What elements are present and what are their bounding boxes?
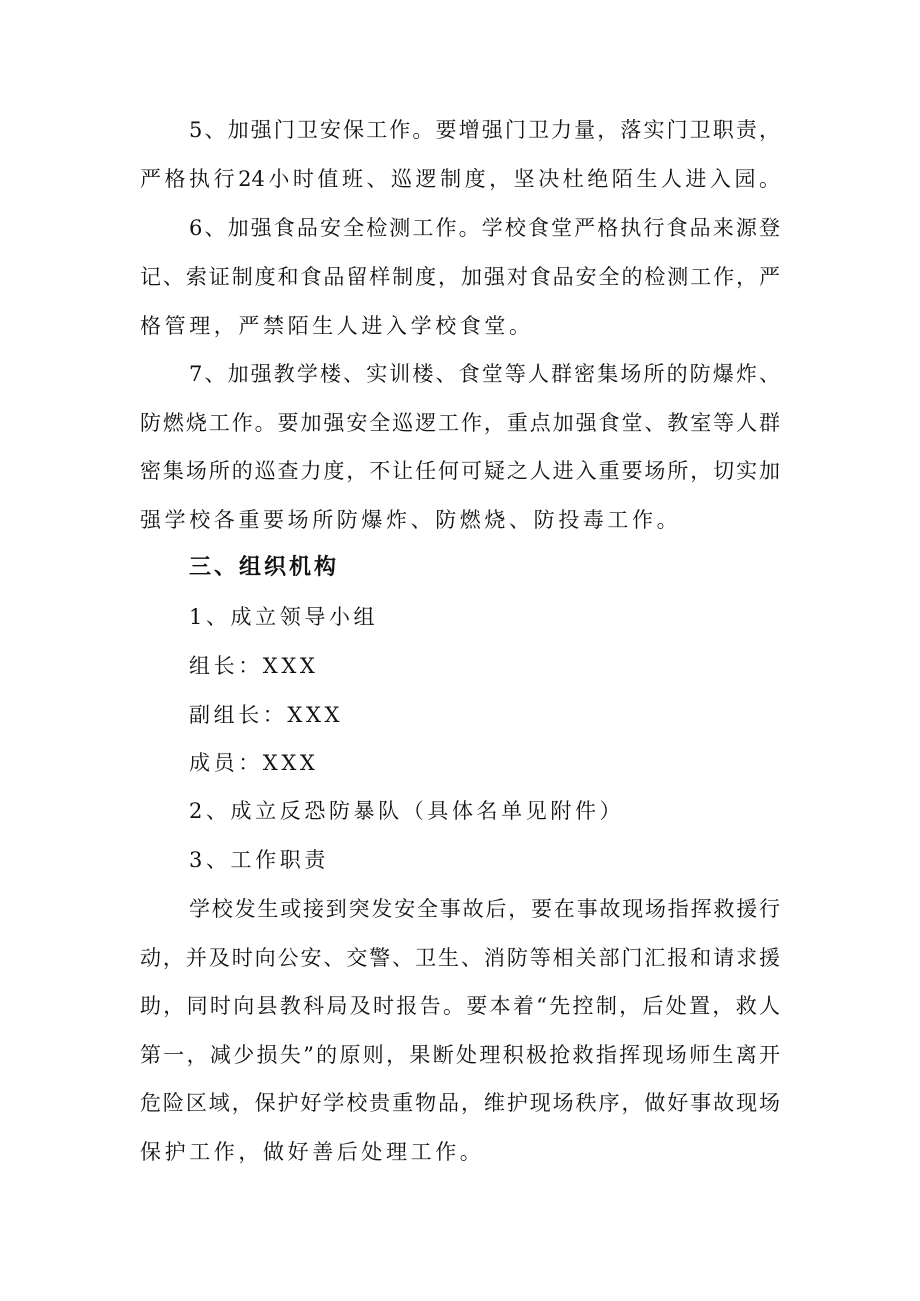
- paragraph-5-line-2: 严格执行24小时值班、巡逻制度，坚决杜绝陌生人进入园。: [140, 167, 780, 191]
- paragraph-5-line-1: 5、加强门卫安保工作。要增强门卫力量，落实门卫职责，: [189, 118, 780, 142]
- duties-line-6: 保护工作，做好善后处理工作。: [140, 1140, 485, 1164]
- duties-line-4: 第一，减少损失”的原则，果断处理积极抢救指挥现场师生离开: [140, 1043, 780, 1067]
- duties-line-3: 助，同时向县教科局及时报告。要本着“先控制，后处置，救人: [140, 994, 780, 1018]
- section-heading: 三、组织机构: [189, 555, 340, 580]
- item-leadership-group: 1、成立领导小组: [189, 605, 379, 629]
- duties-line-2: 动，并及时向公安、交警、卫生、消防等相关部门汇报和请求援: [140, 946, 780, 970]
- item-duties-title: 3、工作职责: [189, 848, 329, 872]
- paragraph-7-line-2: 防燃烧工作。要加强安全巡逻工作，重点加强食堂、教室等人群: [140, 411, 780, 435]
- paragraph-6-line-1: 6、加强食品安全检测工作。学校食堂严格执行食品来源登: [189, 216, 780, 240]
- paragraph-7-line-1: 7、加强教学楼、实训楼、食堂等人群密集场所的防爆炸、: [189, 362, 780, 386]
- item-anti-terror-team: 2、成立反恐防暴队（具体名单见附件）: [189, 799, 625, 823]
- item-deputy-leader: 副组长：XXX: [189, 703, 344, 727]
- paragraph-7-line-4: 强学校各重要场所防爆炸、防燃烧、防投毒工作。: [140, 508, 682, 532]
- item-members: 成员：XXX: [189, 751, 319, 775]
- duties-line-5: 危险区域，保护好学校贵重物品，维护现场秩序，做好事故现场: [140, 1091, 780, 1115]
- duties-line-1: 学校发生或接到突发安全事故后，要在事故现场指挥救援行: [189, 897, 780, 921]
- item-leader: 组长：XXX: [189, 654, 319, 678]
- paragraph-6-line-3: 格管理，严禁陌生人进入学校食堂。: [140, 314, 534, 338]
- paragraph-6-line-2: 记、索证制度和食品留样制度，加强对食品安全的检测工作，严: [140, 265, 780, 289]
- paragraph-7-line-3: 密集场所的巡查力度，不让任何可疑之人进入重要场所，切实加: [140, 459, 780, 483]
